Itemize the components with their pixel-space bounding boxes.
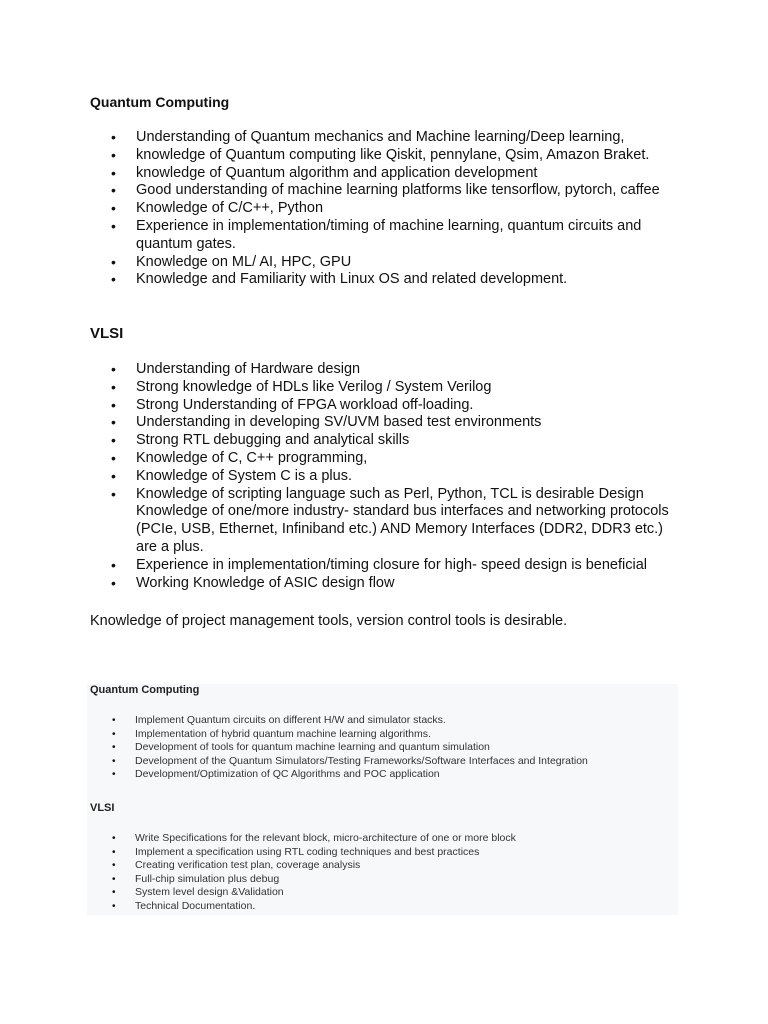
vlsi-requirements-list xyxy=(90,361,680,592)
list-item: • knowledge of Quantum algorithm and application development xyxy=(90,165,680,183)
list-item: • Development of tools for quantum machine learning and quantum simulation xyxy=(90,741,675,755)
list-item: • Strong RTL debugging and analytical skills xyxy=(90,432,680,450)
list-item: • Working Knowledge of ASIC design flow xyxy=(90,575,680,593)
vlsi-heading: VLSI xyxy=(90,325,124,342)
list-item: • knowledge of Quantum computing like Qiskit, pennylane, Qsim, Amazon Braket. xyxy=(90,147,680,165)
list-item: • Development/Optimization of QC Algorithms and POC application xyxy=(90,768,675,782)
list-item: • Write Specifications for the relevant block, micro-architecture of one or more block xyxy=(90,832,675,846)
list-item: • Implement a specification using RTL coding techniques and best practices xyxy=(90,846,675,860)
list-item: • Knowledge of C, C++ programming, xyxy=(90,450,680,468)
quantum-computing-subheading: Quantum Computing xyxy=(90,684,200,696)
list-item: • Development of the Quantum Simulators/Testing Frameworks/Software Interfaces and Integration xyxy=(90,755,675,769)
quantum-responsibilities-list xyxy=(90,714,675,782)
quantum-computing-heading: Quantum Computing xyxy=(90,94,230,110)
list-item: • Knowledge of System C is a plus. xyxy=(90,468,680,486)
quantum-requirements-list xyxy=(90,129,680,289)
list-item: • Full-chip simulation plus debug xyxy=(90,873,675,887)
list-item: • Strong knowledge of HDLs like Verilog / System Verilog xyxy=(90,379,680,397)
vlsi-subheading: VLSI xyxy=(90,802,115,814)
list-item: • Good understanding of machine learning platforms like tensorflow, pytorch, caffee xyxy=(90,182,680,200)
list-item: • Implementation of hybrid quantum machine learning algorithms. xyxy=(90,728,675,742)
list-item: • Knowledge on ML/ AI, HPC, GPU xyxy=(90,254,680,272)
list-item: • Creating verification test plan, coverage analysis xyxy=(90,859,675,873)
list-item: • Understanding of Quantum mechanics and Machine learning/Deep learning, xyxy=(90,129,680,147)
list-item: • Technical Documentation. xyxy=(90,900,675,914)
list-item: • System level design &Validation xyxy=(90,886,675,900)
list-item: • Knowledge and Familiarity with Linux OS and related development. xyxy=(90,271,680,289)
list-item: • Experience in implementation/timing of machine learning, quantum circuits and quantum gates. xyxy=(90,218,680,254)
list-item: • Understanding of Hardware design xyxy=(90,361,680,379)
list-item: • Knowledge of C/C++, Python xyxy=(90,200,680,218)
list-item: • Strong Understanding of FPGA workload off-loading. xyxy=(90,397,680,415)
list-item: • Experience in implementation/timing closure for high- speed design is beneficial xyxy=(90,557,680,575)
list-item: • Understanding in developing SV/UVM based test environments xyxy=(90,414,680,432)
list-item: • Knowledge of scripting language such as Perl, Python, TCL is desirable Design Knowledge of one/more industry- standard bus interfaces and networking protocols (PCIe, USB, Ethernet, Infiniband etc.) AND Memory Interfaces (DDR2, DDR3 etc.) are a plus. xyxy=(90,486,680,557)
closing-paragraph: Knowledge of project management tools, version control tools is desirable. xyxy=(90,613,568,629)
list-item: • Implement Quantum circuits on different H/W and simulator stacks. xyxy=(90,714,675,728)
vlsi-responsibilities-list xyxy=(90,832,675,914)
